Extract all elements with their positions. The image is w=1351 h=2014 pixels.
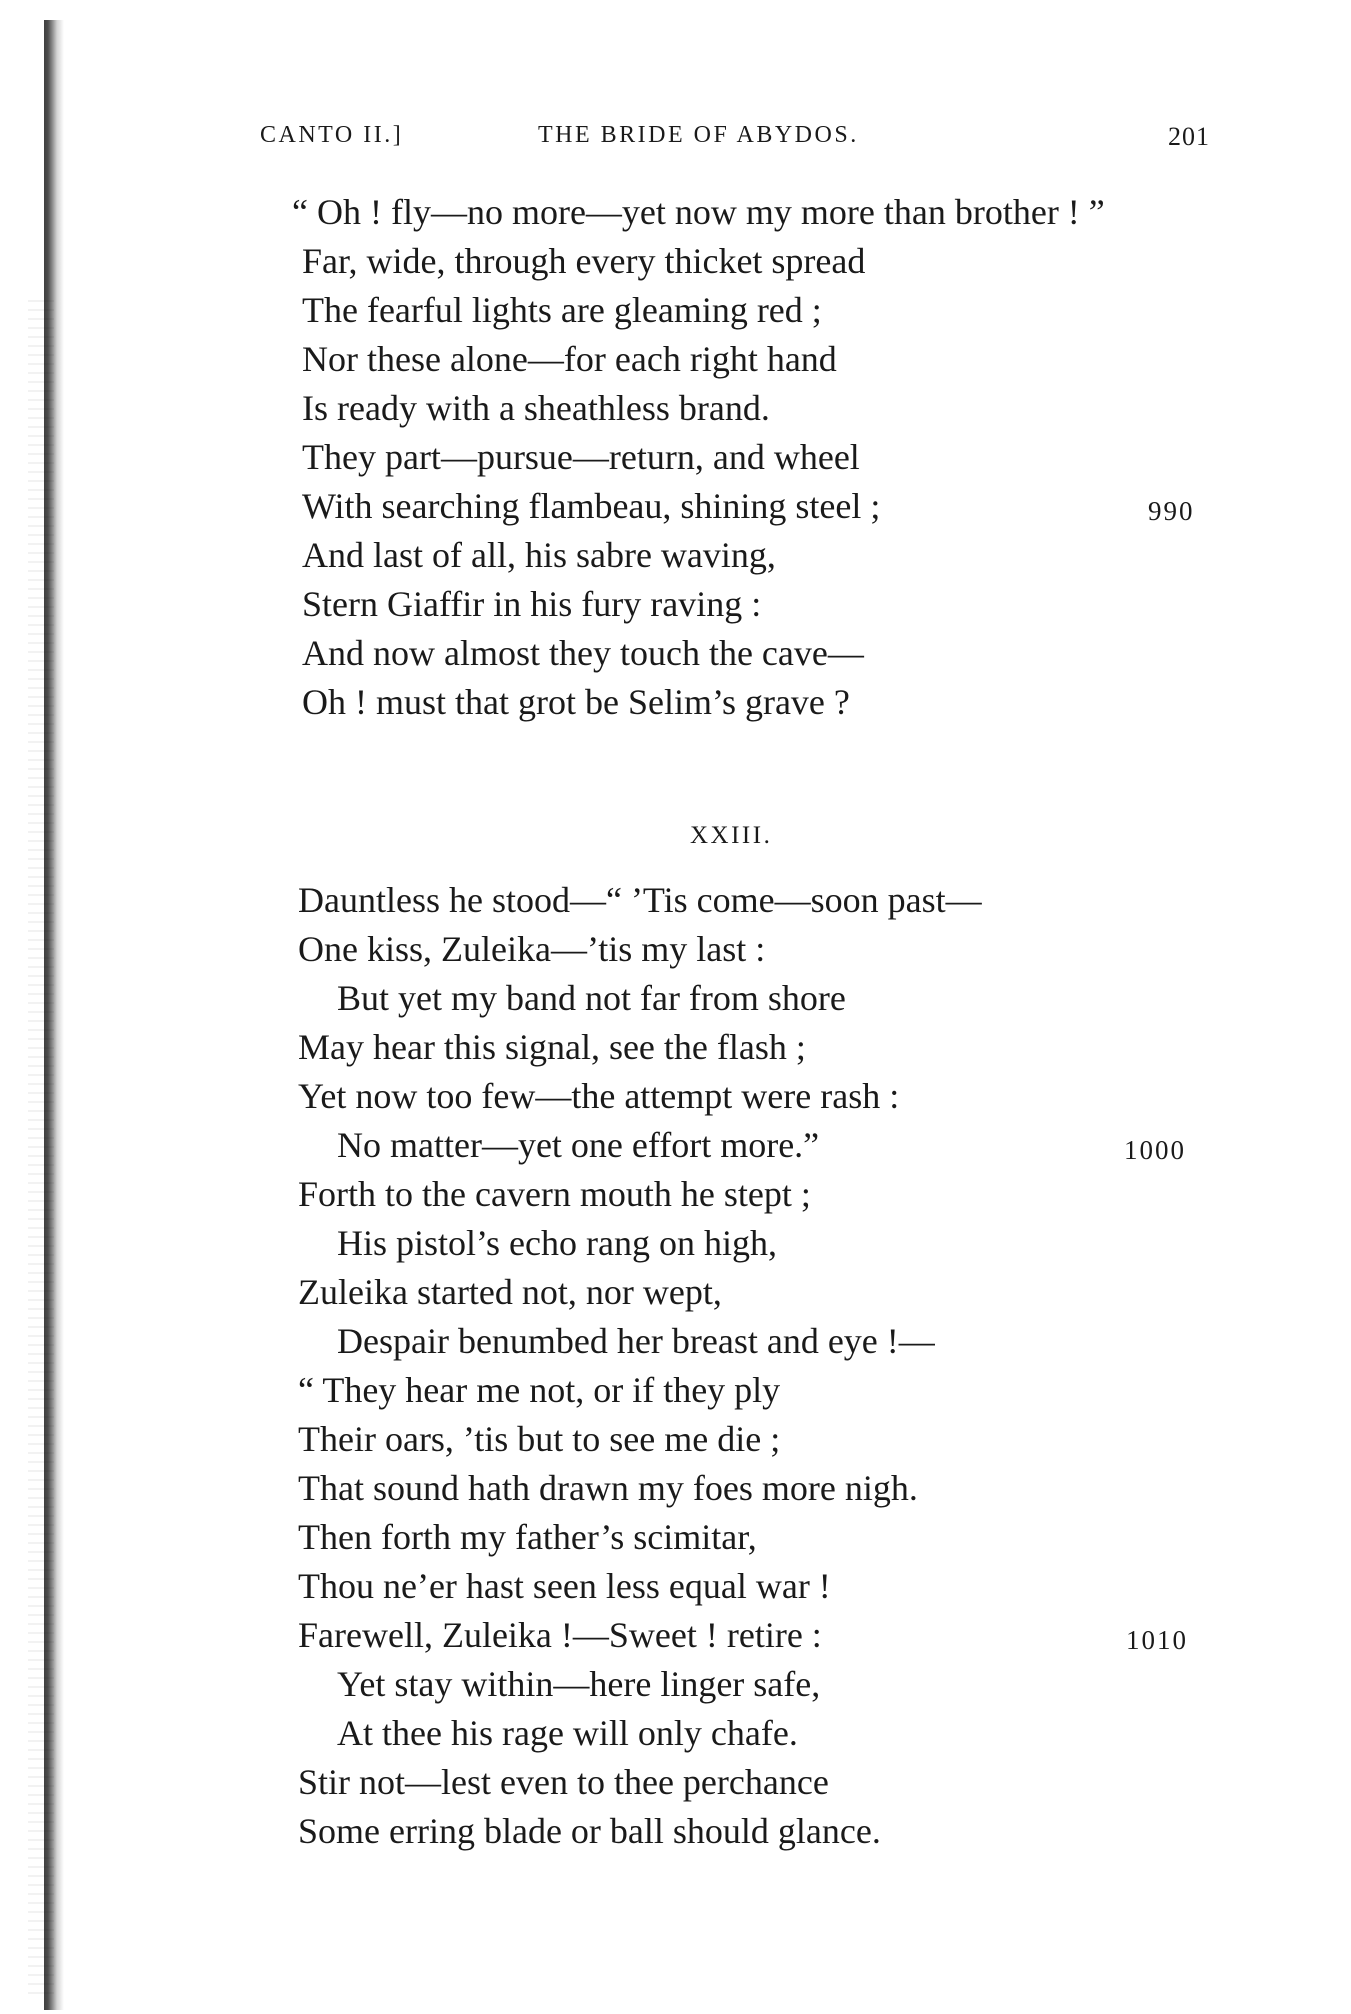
verse-line: One kiss, Zuleika—’tis my last : (298, 929, 766, 969)
stanza-number: XXIII. (690, 822, 773, 849)
verse-line: Thou ne’er hast seen less equal war ! (298, 1566, 831, 1606)
verse-line: Then forth my father’s scimitar, (298, 1517, 757, 1557)
verse-line: “ They hear me not, or if they ply (298, 1370, 781, 1410)
verse-line: Zuleika started not, nor wept, (298, 1272, 722, 1312)
verse-line: Stir not—lest even to thee perchance (298, 1762, 829, 1802)
verse-line: Some erring blade or ball should glance. (298, 1811, 881, 1851)
verse-line: Oh ! must that grot be Selim’s grave ? (302, 682, 850, 722)
verse-line: Farewell, Zuleika !—Sweet ! retire : (298, 1615, 822, 1655)
verse-line: Forth to the cavern mouth he stept ; (298, 1174, 811, 1214)
verse-line: Yet now too few—the attempt were rash : (298, 1076, 900, 1116)
verse-line: But yet my band not far from shore (337, 978, 846, 1018)
page-number: 201 (1168, 122, 1210, 151)
verse-line: His pistol’s echo rang on high, (337, 1223, 777, 1263)
line-number: 990 (1148, 496, 1195, 526)
verse-line: That sound hath drawn my foes more nigh. (298, 1468, 918, 1508)
verse-line: With searching flambeau, shining steel ; (302, 486, 881, 526)
verse-line: And now almost they touch the cave— (302, 633, 864, 673)
verse-line: No matter—yet one effort more.” (337, 1125, 820, 1165)
verse-line: And last of all, his sabre waving, (302, 535, 776, 575)
verse-line: Yet stay within—here linger safe, (337, 1664, 821, 1704)
verse-line: Stern Giaffir in his fury raving : (302, 584, 762, 624)
verse-line: Nor these alone—for each right hand (302, 339, 837, 379)
verse-line: The fearful lights are gleaming red ; (302, 290, 822, 330)
verse-line: At thee his rage will only chafe. (337, 1713, 798, 1753)
book-title: THE BRIDE OF ABYDOS. (538, 122, 859, 148)
verse-line: Is ready with a sheathless brand. (302, 388, 770, 428)
verse-line: Despair benumbed her breast and eye !— (337, 1321, 935, 1361)
verse-line: May hear this signal, see the flash ; (298, 1027, 806, 1067)
canto-label: CANTO II.] (260, 122, 404, 148)
verse-line: Their oars, ’tis but to see me die ; (298, 1419, 781, 1459)
verse-line: Dauntless he stood—“ ’Tis come—soon past— (298, 880, 982, 920)
line-number: 1010 (1126, 1625, 1188, 1655)
verse-line: “ Oh ! fly—no more—yet now my more than brother ! ” (292, 192, 1105, 232)
verse-line: They part—pursue—return, and wheel (302, 437, 860, 477)
line-number: 1000 (1124, 1135, 1186, 1165)
verse-line: Far, wide, through every thicket spread (302, 241, 866, 281)
